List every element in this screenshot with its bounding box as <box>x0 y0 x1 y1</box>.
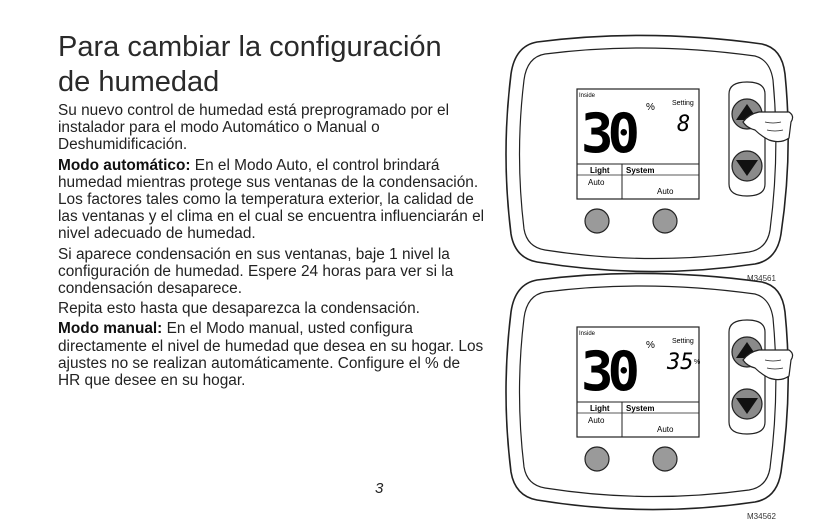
page-title <box>58 30 478 100</box>
setting-unit: % <box>694 359 701 366</box>
thermostat-figure-1 <box>497 34 797 286</box>
light-button[interactable] <box>585 209 609 233</box>
light-label: Light <box>590 166 610 175</box>
light-label: Light <box>590 404 610 413</box>
page-number: 3 <box>375 480 384 497</box>
figure-id: M34561 <box>747 274 776 283</box>
condensation-paragraph: Si aparece condensación en sus ventanas, baje 1 nivel la configuración de humedad. Espere 24 horas para ver si la condensación desaparece. <box>58 245 454 298</box>
manual-mode-paragraph <box>58 320 486 389</box>
auto-mode-text: En el Modo Auto, el control brindará humedad mientras protege sus ventanas de la condensación. Los factores tales como la temperatura exterior, la calidad de las ventanas y el clima en el cual se encuentra influenciarán el nivel adecuado de humedad. <box>58 156 485 243</box>
system-value: Auto <box>657 187 674 196</box>
auto-mode-label: Modo automático: <box>58 156 191 174</box>
thermostat-figure-2 <box>497 272 797 524</box>
manual-mode-label: Modo manual: <box>58 320 163 338</box>
figure-id: M34562 <box>747 512 776 521</box>
setting-label: Setting <box>672 338 694 345</box>
system-label: System <box>626 404 655 413</box>
repeat-paragraph: Repita esto hasta que desaparezca la condensación. <box>58 300 420 318</box>
setting-value: 35 <box>667 350 694 375</box>
light-value: Auto <box>588 416 605 425</box>
light-value: Auto <box>588 178 605 187</box>
inside-humidity-value: 30 <box>581 102 635 165</box>
setting-value: 8 <box>677 112 691 137</box>
inside-label: Inside <box>579 93 596 99</box>
inside-unit: % <box>646 102 655 113</box>
inside-humidity-value: 30 <box>581 340 635 403</box>
system-button[interactable] <box>653 447 677 471</box>
title-line-2: de humedad <box>58 66 220 98</box>
light-button[interactable] <box>585 447 609 471</box>
system-label: System <box>626 166 655 175</box>
intro-paragraph: Su nuevo control de humedad está preprogramado por el instalador para el modo Automático o Manual o Deshumidificación. <box>58 102 450 154</box>
auto-mode-paragraph <box>58 157 486 243</box>
setting-label: Setting <box>672 100 694 107</box>
thermostat-drawing <box>497 34 797 286</box>
title-line-1: Para cambiar la configuración <box>58 31 442 63</box>
thermostat-drawing <box>497 272 797 524</box>
system-value: Auto <box>657 425 674 434</box>
inside-label: Inside <box>579 331 596 337</box>
manual-mode-text: En el Modo manual, usted configura directamente el nivel de humedad que desea en su hogar. Los ajustes no se realizan automáticamente. Configure el % de HR que desee en su hogar. <box>58 320 484 390</box>
inside-unit: % <box>646 340 655 351</box>
body-text <box>58 102 486 392</box>
system-button[interactable] <box>653 209 677 233</box>
